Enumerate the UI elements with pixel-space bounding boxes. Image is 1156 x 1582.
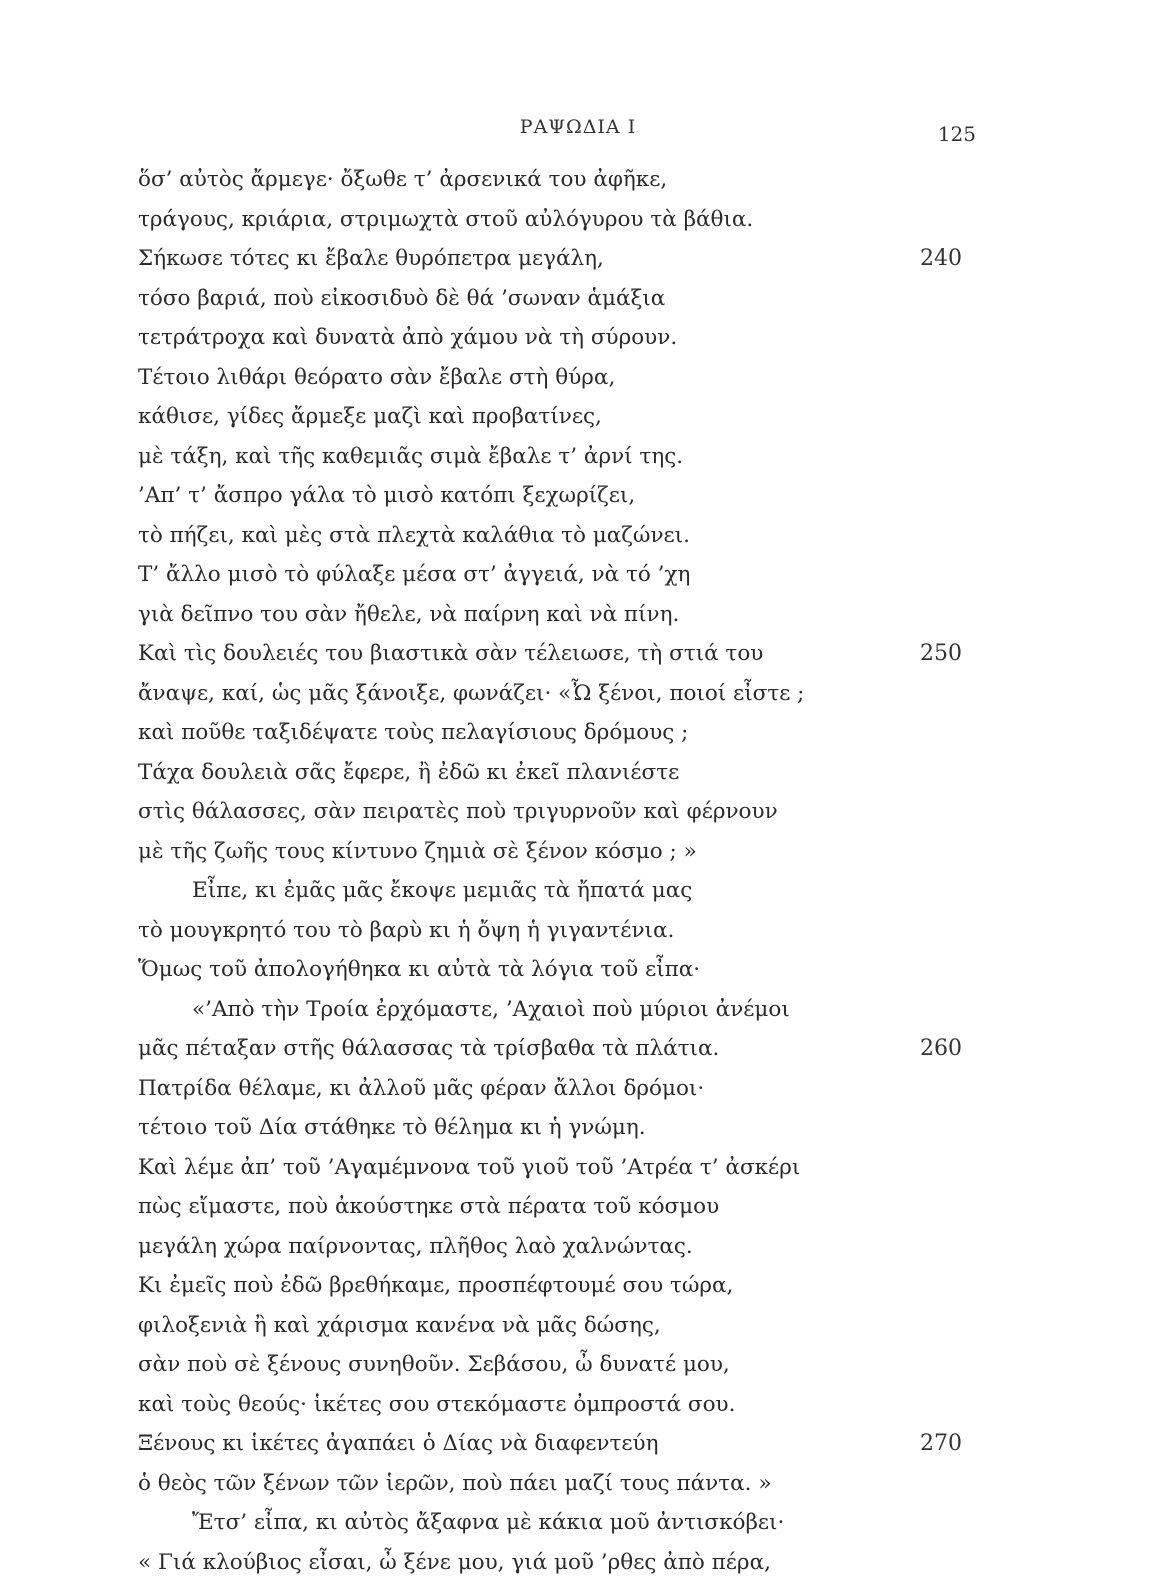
line-number: 260 — [920, 1029, 962, 1069]
verse-line — [0, 358, 1156, 398]
verse-text: μᾶς πέταξαν στῆς θάλασσας τὰ τρίσβαθα τὰ πλάτια. — [138, 1029, 719, 1069]
page-header — [0, 112, 1156, 152]
verse-text: τετράτροχα καὶ δυνατὰ ἀπὸ χάμου νὰ τὴ σύρουν. — [138, 318, 677, 358]
verse-text: ’Απ’ τ’ ἄσπρο γάλα τὸ μισὸ κατόπι ξεχωρίζει, — [138, 476, 635, 516]
verse-line — [0, 595, 1156, 635]
verse-line — [0, 279, 1156, 319]
verse-line — [0, 832, 1156, 872]
verse-text: τράγους, κριάρια, στριμωχτὰ στοῦ αὐλόγυρου τὰ βάθια. — [138, 200, 753, 240]
line-number: 270 — [920, 1424, 962, 1464]
verse-line — [0, 950, 1156, 990]
verse-text: στὶς θάλασσες, σὰν πειρατὲς ποὺ τριγυρνοῦν καὶ φέρνουν — [138, 792, 778, 832]
verse-line — [0, 437, 1156, 477]
verse-line — [0, 634, 1156, 674]
verse-text: Εἶπε, κι ἐμᾶς μᾶς ἔκοψε μεμιᾶς τὰ ἤπατά μας — [192, 871, 692, 911]
verse-line — [0, 1029, 1156, 1069]
verse-line — [0, 1385, 1156, 1425]
verse-text: φιλοξενιὰ ἢ καὶ χάρισμα κανένα νὰ μᾶς δώσης, — [138, 1306, 661, 1346]
verse-text: καὶ τοὺς θεούς· ἱκέτες σου στεκόμαστε ὀμπροστά σου. — [138, 1385, 735, 1425]
verse-text: ἄναψε, καί, ὡς μᾶς ξάνοιξε, φωνάζει· «Ὦ ξένοι, ποιοί εἶστε ; — [138, 674, 804, 714]
verse-text: Σήκωσε τότες κι ἔβαλε θυρόπετρα μεγάλη, — [138, 239, 604, 279]
verse-text: Πατρίδα θέλαμε, κι ἀλλοῦ μᾶς φέραν ἄλλοι δρόμοι· — [138, 1069, 704, 1109]
verse-line — [0, 990, 1156, 1030]
verse-text: κάθισε, γίδες ἄρμεξε μαζὶ καὶ προβατίνες, — [138, 397, 602, 437]
verse-text: ὁ θεὸς τῶν ξένων τῶν ἱερῶν, ποὺ πάει μαζί τους πάντα. » — [138, 1464, 771, 1504]
verse-text: ὅσ’ αὐτὸς ἄρμεγε· ὄξωθε τ’ ἀρσενικά του ἀφῆκε, — [138, 160, 667, 200]
verse-line — [0, 674, 1156, 714]
verse-line — [0, 1266, 1156, 1306]
verse-line — [0, 911, 1156, 951]
verse-text: μὲ τῆς ζωῆς τους κίντυνο ζημιὰ σὲ ξένον κόσμο ; » — [138, 832, 697, 872]
verse-line — [0, 713, 1156, 753]
verse-line — [0, 1187, 1156, 1227]
verse-text: Ξένους κι ἱκέτες ἀγαπάει ὁ Δίας νὰ διαφεντεύη — [138, 1424, 658, 1464]
verse-line — [0, 1306, 1156, 1346]
page-number: 125 — [938, 122, 976, 146]
verse-line — [0, 1108, 1156, 1148]
verse-line — [0, 200, 1156, 240]
verse-text: Τ’ ἄλλο μισὸ τὸ φύλαξε μέσα στ’ ἀγγειά, νὰ τό ’χη — [138, 555, 690, 595]
verse-text: πὼς εἴμαστε, ποὺ ἀκούστηκε στὰ πέρατα τοῦ κόσμου — [138, 1187, 719, 1227]
verse-line — [0, 871, 1156, 911]
verse-text: μεγάλη χώρα παίρνοντας, πλῆθος λαὸ χαλνώντας. — [138, 1227, 693, 1267]
verse-line — [0, 1503, 1156, 1543]
verse-text: μὲ τάξη, καὶ τῆς καθεμιᾶς σιμὰ ἔβαλε τ’ ἀρνί της. — [138, 437, 683, 477]
verse-text: Τέτοιο λιθάρι θεόρατο σὰν ἔβαλε στὴ θύρα, — [138, 358, 615, 398]
verse-line — [0, 318, 1156, 358]
verse-text: « Γιά κλούβιος εἶσαι, ὦ ξένε μου, γιά μοῦ ’ρθες ἀπὸ πέρα, — [138, 1543, 771, 1582]
verse-text: «’Απὸ τὴν Τροία ἐρχόμαστε, ’Αχαιοὶ ποὺ μύριοι ἀνέμοι — [192, 990, 790, 1030]
verse-line — [0, 160, 1156, 200]
verse-text: Καὶ τὶς δουλειές του βιαστικὰ σὰν τέλειωσε, τὴ στιά του — [138, 634, 763, 674]
verse-line — [0, 1227, 1156, 1267]
verse-line — [0, 476, 1156, 516]
verse-text: Καὶ λέμε ἀπ’ τοῦ ’Αγαμέμνονα τοῦ γιοῦ τοῦ ’Ατρέα τ’ ἀσκέρι — [138, 1148, 800, 1188]
verse-block — [0, 160, 1156, 1582]
verse-text: Ἔτσ’ εἶπα, κι αὐτὸς ἄξαφνα μὲ κάκια μοῦ ἀντισκόβει· — [192, 1503, 784, 1543]
verse-text: τέτοιο τοῦ Δία στάθηκε τὸ θέλημα κι ἡ γνώμη. — [138, 1108, 646, 1148]
verse-line — [0, 1424, 1156, 1464]
verse-line — [0, 1069, 1156, 1109]
verse-text: Ὅμως τοῦ ἀπολογήθηκα κι αὐτὰ τὰ λόγια τοῦ εἶπα· — [138, 950, 700, 990]
verse-text: τόσο βαριά, ποὺ εἰκοσιδυὸ δὲ θά ’σωναν ἁμάξια — [138, 279, 665, 319]
verse-line — [0, 397, 1156, 437]
verse-line — [0, 555, 1156, 595]
verse-text: σὰν ποὺ σὲ ξένους συνηθοῦν. Σεβάσου, ὦ δυνατέ μου, — [138, 1345, 730, 1385]
verse-line — [0, 1543, 1156, 1582]
verse-text: Τάχα δουλειὰ σᾶς ἔφερε, ἢ ἐδῶ κι ἐκεῖ πλανιέστε — [138, 753, 679, 793]
verse-line — [0, 239, 1156, 279]
verse-line — [0, 753, 1156, 793]
verse-text: τὸ πήζει, καὶ μὲς στὰ πλεχτὰ καλάθια τὸ μαζώνει. — [138, 516, 690, 556]
verse-line — [0, 792, 1156, 832]
verse-line — [0, 1464, 1156, 1504]
verse-text: καὶ ποῦθε ταξιδέψατε τοὺς πελαγίσιους δρόμους ; — [138, 713, 688, 753]
verse-text: γιὰ δεῖπνο του σὰν ἤθελε, νὰ παίρνη καὶ νὰ πίνη. — [138, 595, 679, 635]
verse-text: τὸ μουγκρητό του τὸ βαρὺ κι ἡ ὄψη ἡ γιγαντένια. — [138, 911, 674, 951]
verse-text: Κι ἐμεῖς ποὺ ἐδῶ βρεθήκαμε, προσπέφτουμέ σου τώρα, — [138, 1266, 733, 1306]
verse-line — [0, 1148, 1156, 1188]
line-number: 240 — [920, 239, 962, 279]
line-number: 250 — [920, 634, 962, 674]
running-title: ΡΑΨΩΔΙΑ Ι — [0, 116, 1156, 138]
verse-line — [0, 516, 1156, 556]
verse-line — [0, 1345, 1156, 1385]
